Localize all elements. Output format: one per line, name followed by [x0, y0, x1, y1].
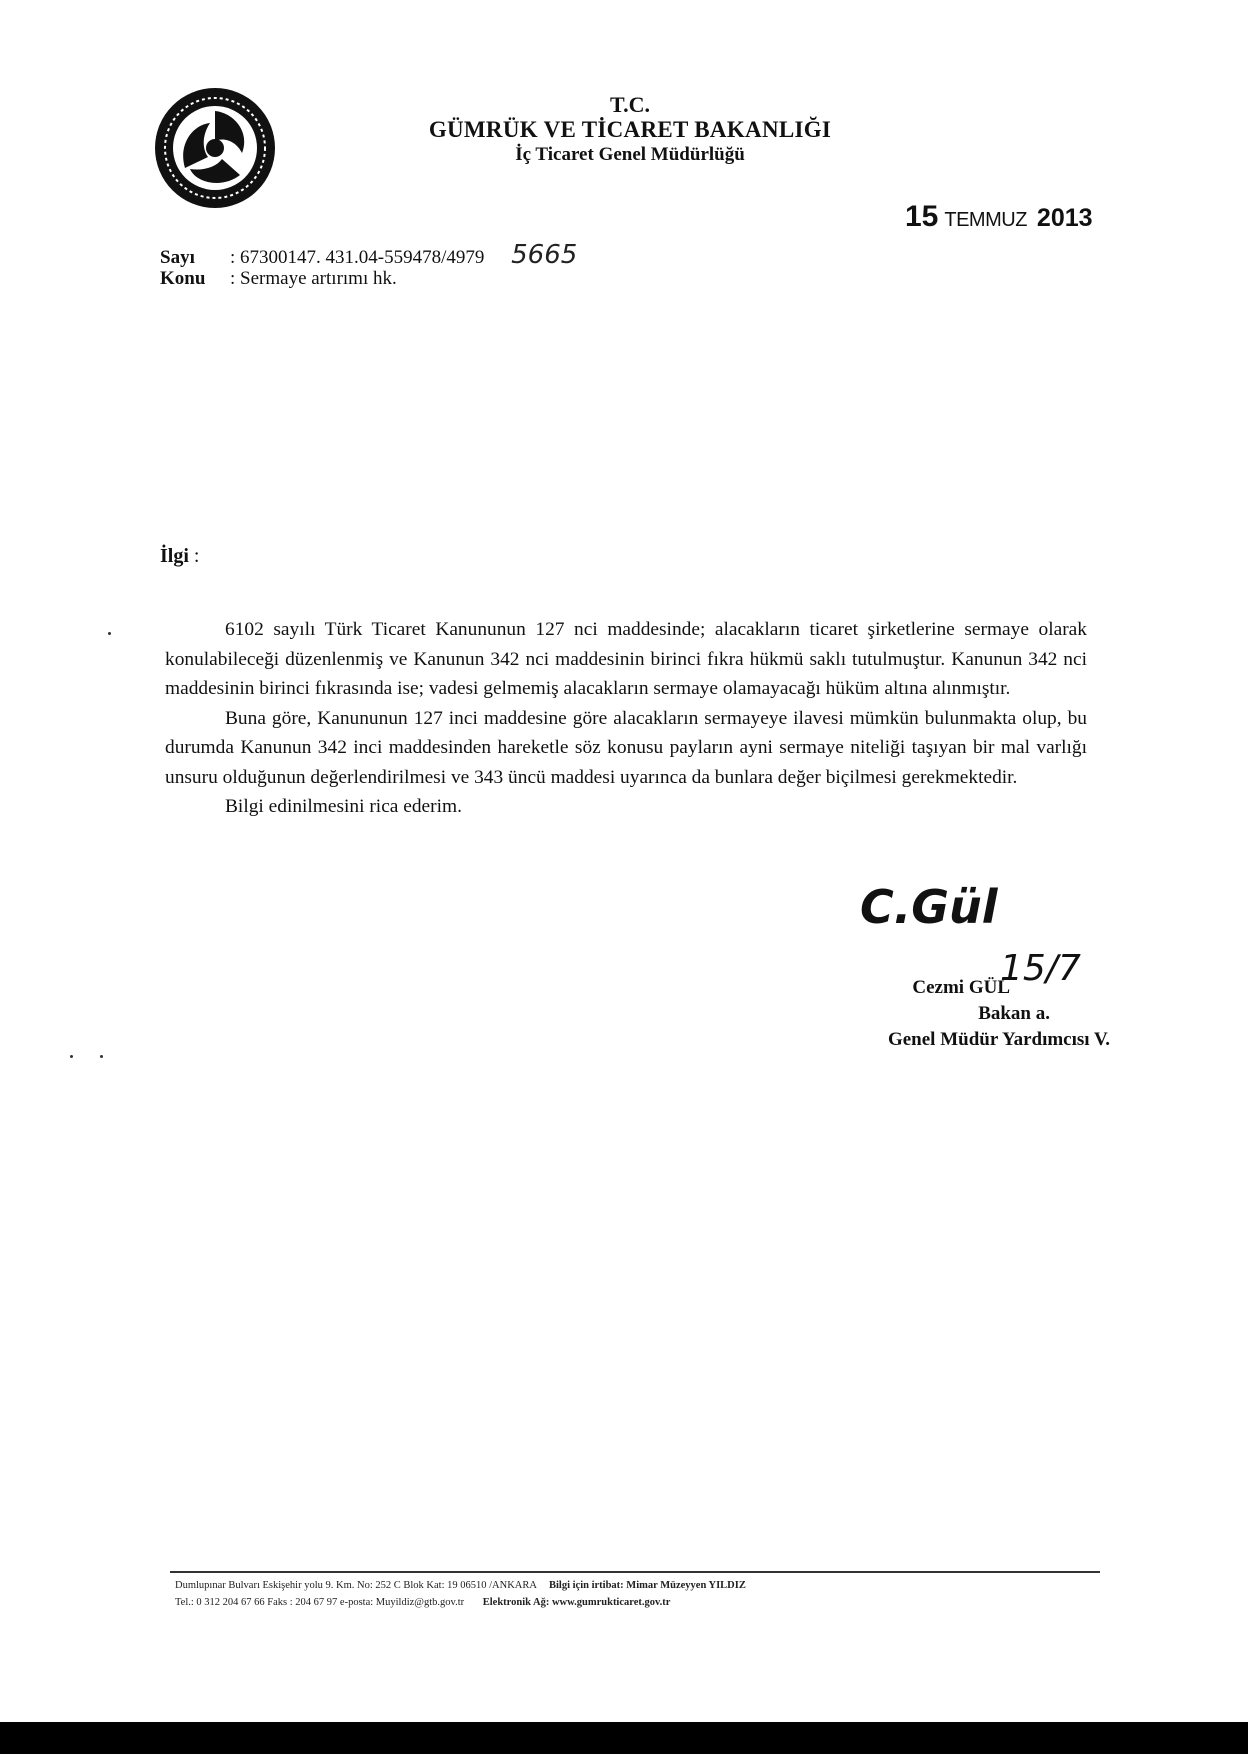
- signature-scribble-text: C.Gül: [860, 880, 998, 934]
- scan-speck: [100, 1055, 103, 1058]
- sayi-value: : 67300147. 431.04-559478/4979: [230, 247, 485, 268]
- scan-speck: [108, 632, 111, 635]
- footer-address: Dumlupınar Bulvarı Eskişehir yolu 9. Km. No: 252 C Blok Kat: 19 06510 /ANKARA: [175, 1580, 537, 1591]
- footer-contact-person: Bilgi için irtibat: Mimar Müzeyyen YILDIZ: [549, 1580, 746, 1591]
- footer-contact: [175, 1577, 1105, 1611]
- date-month: TEMMUZ: [944, 209, 1027, 231]
- footer-website[interactable]: Elektronik Ağ: www.gumrukticaret.gov.tr: [482, 1597, 671, 1608]
- body-paragraph-3: Bilgi edinilmesini rica ederim.: [225, 796, 462, 817]
- body-paragraph-2: Buna göre, Kanununun 127 inci maddesine göre alacakların sermayeye ilavesi mümkün bulunmakta olup, bu durumda Kanunun 342 inci maddesinden hareketle söz konusu payların ayni sermaye niteliği taşıyan bir mal varlığı unsuru olduğunun değerlendirilmesi ve 343 üncü maddesi uyarınca da bunlara değer biçilmesi gerekmektedir.: [165, 707, 1087, 788]
- footer-phone-email: Tel.: 0 312 204 67 66 Faks : 204 67 97 e-posta: Muyildiz@gtb.gov.tr: [175, 1597, 465, 1608]
- scan-bottom-border: [0, 1722, 1248, 1754]
- konu-label: Konu: [160, 268, 206, 289]
- signatory-authority: Bakan a.: [978, 1003, 1050, 1024]
- date-day: 15: [905, 200, 939, 233]
- signatory-title: Genel Müdür Yardımcısı V.: [887, 1029, 1110, 1050]
- signature-date-text: 15/7: [1000, 948, 1081, 989]
- ministry-logo: [150, 83, 280, 213]
- letterhead: [320, 92, 940, 166]
- date-year: 2013: [1036, 204, 1093, 232]
- signature-scribble: [860, 880, 998, 934]
- header-tc: T.C.: [610, 92, 650, 117]
- signature-block: [780, 975, 1110, 1053]
- sayi-handwritten-number: 5665: [511, 240, 578, 270]
- konu-value: : Sermaye artırımı hk.: [230, 268, 397, 289]
- ilgi-value: :: [193, 545, 200, 567]
- scan-speck: [70, 1055, 73, 1058]
- ilgi-row: [160, 545, 199, 568]
- letter-body: [165, 615, 1087, 822]
- date-stamp: [905, 200, 1093, 234]
- footer-divider: [170, 1571, 1100, 1573]
- body-paragraph-1: 6102 sayılı Türk Ticaret Kanununun 127 nci maddesinde; alacakların ticaret şirketlerine sermaye olarak konulabileceği düzenlenmiş ve Kanunun 342 nci maddesinin birinci fıkra hükmü saklı tutulmuştur. Kanunun 342 nci maddesinin birinci fıkrasında ise; vadesi gelmemiş alacakların sermaye olamayacağı hüküm altına alınmıştır.: [165, 619, 1087, 699]
- sayi-label: Sayı: [160, 247, 195, 268]
- signatory-name: Cezmi GÜL: [912, 977, 1010, 998]
- konu-row: [160, 268, 397, 290]
- header-ministry: GÜMRÜK VE TİCARET BAKANLIĞI: [428, 117, 832, 143]
- ilgi-label: İlgi: [160, 545, 189, 567]
- header-directorate: İç Ticaret Genel Müdürlüğü: [515, 143, 745, 165]
- sayi-row: [160, 240, 577, 270]
